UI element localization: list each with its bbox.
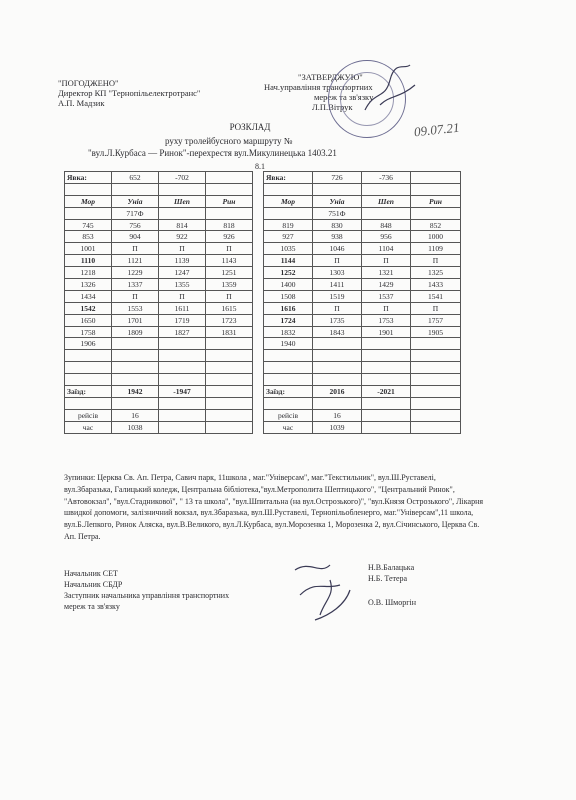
time-cell: 1905 bbox=[411, 326, 461, 338]
time-row bbox=[264, 421, 461, 433]
time-cell: 1757 bbox=[411, 314, 461, 326]
empty-cell bbox=[206, 207, 253, 219]
time-cell bbox=[411, 362, 461, 374]
time-cell: П bbox=[159, 290, 206, 302]
time-cell bbox=[206, 350, 253, 362]
schedule-row bbox=[65, 243, 253, 255]
empty-cell bbox=[411, 409, 461, 421]
column-header: Мор bbox=[264, 195, 313, 207]
time-cell: 1000 bbox=[411, 231, 461, 243]
signer-position-3: Заступник начальника управління транспортних bbox=[64, 591, 230, 600]
empty-cell bbox=[112, 397, 159, 409]
empty-cell bbox=[65, 207, 112, 219]
empty-cell bbox=[264, 207, 313, 219]
zaizd-start: 2016 bbox=[313, 386, 362, 398]
trips-value: 16 bbox=[112, 409, 159, 421]
empty-cell bbox=[159, 397, 206, 409]
empty-cell bbox=[206, 386, 253, 398]
spacer-row bbox=[65, 183, 253, 195]
subheader-row bbox=[264, 207, 461, 219]
time-cell: П bbox=[206, 243, 253, 255]
time-cell: 1753 bbox=[362, 314, 411, 326]
time-cell bbox=[264, 362, 313, 374]
yavka-row bbox=[264, 172, 461, 184]
time-cell: 1519 bbox=[313, 290, 362, 302]
time-cell: П bbox=[411, 255, 461, 267]
time-cell: 1429 bbox=[362, 279, 411, 291]
time-cell: 1906 bbox=[65, 338, 112, 350]
column-header: Уніа bbox=[313, 195, 362, 207]
empty-cell bbox=[264, 374, 313, 386]
empty-cell bbox=[159, 409, 206, 421]
time-value: 1039 bbox=[313, 421, 362, 433]
time-cell bbox=[112, 350, 159, 362]
time-cell: 1326 bbox=[65, 279, 112, 291]
schedule-row bbox=[65, 279, 253, 291]
time-cell: 1831 bbox=[206, 326, 253, 338]
empty-cell bbox=[206, 397, 253, 409]
schedule-row bbox=[264, 243, 461, 255]
route-number: 8.1 bbox=[255, 162, 265, 171]
time-cell: 1110 bbox=[65, 255, 112, 267]
signer-name-1: Н.В.Балацька bbox=[368, 563, 415, 572]
column-header: Мор bbox=[65, 195, 112, 207]
time-cell bbox=[411, 338, 461, 350]
schedule-row bbox=[65, 362, 253, 374]
empty-cell bbox=[159, 421, 206, 433]
time-cell: 1553 bbox=[112, 302, 159, 314]
trips-value: 16 bbox=[313, 409, 362, 421]
approved-position-1: Нач.управління транспортних bbox=[264, 82, 373, 92]
time-cell bbox=[313, 338, 362, 350]
empty-cell bbox=[411, 386, 461, 398]
column-header: Рин bbox=[411, 195, 461, 207]
yavka-empty bbox=[411, 172, 461, 184]
signatures-left bbox=[64, 568, 229, 612]
column-header: Рин bbox=[206, 195, 253, 207]
zaizd-row bbox=[65, 386, 253, 398]
time-cell: 1616 bbox=[264, 302, 313, 314]
time-cell: 1143 bbox=[206, 255, 253, 267]
time-cell: 1650 bbox=[65, 314, 112, 326]
schedule-row bbox=[65, 338, 253, 350]
empty-cell bbox=[206, 409, 253, 421]
schedule-row bbox=[65, 350, 253, 362]
signer-position-1: Начальник СЕТ bbox=[64, 569, 118, 578]
time-cell: 1719 bbox=[159, 314, 206, 326]
schedule-row bbox=[264, 350, 461, 362]
time-cell: 1252 bbox=[264, 267, 313, 279]
schedule-row bbox=[65, 302, 253, 314]
time-cell: 1901 bbox=[362, 326, 411, 338]
time-cell: 1104 bbox=[362, 243, 411, 255]
empty-cell bbox=[313, 183, 362, 195]
schedule-row bbox=[264, 255, 461, 267]
time-cell bbox=[159, 362, 206, 374]
time-cell bbox=[112, 362, 159, 374]
time-cell: 1611 bbox=[159, 302, 206, 314]
handwritten-date: 09.07.21 bbox=[413, 119, 461, 140]
schedule-row bbox=[264, 338, 461, 350]
time-cell: 927 bbox=[264, 231, 313, 243]
time-cell: 1832 bbox=[264, 326, 313, 338]
schedule-row bbox=[264, 279, 461, 291]
schedule-row bbox=[65, 219, 253, 231]
schedule-row bbox=[264, 219, 461, 231]
trips-row bbox=[65, 409, 253, 421]
spacer-row bbox=[264, 374, 461, 386]
schedule-row bbox=[65, 290, 253, 302]
zaizd-start: 1942 bbox=[112, 386, 159, 398]
approval-name: А.П. Мадзик bbox=[58, 98, 105, 108]
time-cell: 1434 bbox=[65, 290, 112, 302]
time-cell: 1247 bbox=[159, 267, 206, 279]
schedule-row bbox=[264, 267, 461, 279]
time-cell bbox=[362, 362, 411, 374]
empty-cell bbox=[411, 374, 461, 386]
time-cell: 1411 bbox=[313, 279, 362, 291]
approval-block-left bbox=[58, 78, 200, 108]
trips-label: рейсів bbox=[65, 409, 112, 421]
time-cell: 1321 bbox=[362, 267, 411, 279]
zaizd-end: -1947 bbox=[159, 386, 206, 398]
approved-heading: "ЗАТВЕРДЖУЮ" bbox=[298, 72, 363, 82]
schedule-table-right bbox=[263, 171, 461, 434]
stops-list: Зупинки: Церква Св. Ап. Петра, Савич парк, 11школа , маг."Універсам", маг."Текстильник", вул.Ш.Руставелі, вул.Збаразька, Галицький коледж, Центральна бібліотека,"вул.Метрополита Шептицького", "Центральний Ринок", "Автовокзал", "вул.Стадникової", " 13 та школа", "вул.Шпитальна (на вул.Острозького)", "вул.Князя Острозького", Лікарня швидкої допомоги, залізничний вокзал, вул.Збаразька, вул.Ш.Руставелі, Тернопільобленерго, маг."Універсам",11 школа, вул.Б.Лепкого, Ринок Аляска, вул.В.Великого, вул.Л.Курбаса, вул.Морозенка 1, Морозенка 2, вул.Січинського, Церква Св. Ап. Петра. bbox=[64, 473, 484, 541]
approved-position-2: мереж та зв'язку bbox=[314, 92, 374, 102]
empty-cell bbox=[159, 374, 206, 386]
subheader-row bbox=[65, 207, 253, 219]
approval-signature bbox=[360, 60, 420, 120]
signer-position-4: мереж та зв'язку bbox=[64, 602, 120, 611]
empty-cell bbox=[362, 421, 411, 433]
time-cell bbox=[264, 350, 313, 362]
time-cell bbox=[206, 338, 253, 350]
time-cell: 1303 bbox=[313, 267, 362, 279]
zaizd-end: -2021 bbox=[362, 386, 411, 398]
empty-cell bbox=[159, 207, 206, 219]
empty-cell bbox=[313, 374, 362, 386]
schedule-row bbox=[264, 326, 461, 338]
time-cell: 1542 bbox=[65, 302, 112, 314]
time-cell: 1615 bbox=[206, 302, 253, 314]
empty-cell bbox=[411, 421, 461, 433]
time-cell bbox=[65, 350, 112, 362]
approval-heading: "ПОГОДЖЕНО" bbox=[58, 78, 119, 88]
schedule-row bbox=[264, 231, 461, 243]
time-cell bbox=[206, 362, 253, 374]
time-cell: 1001 bbox=[65, 243, 112, 255]
time-cell: 848 bbox=[362, 219, 411, 231]
time-cell: 1433 bbox=[411, 279, 461, 291]
empty-cell bbox=[206, 374, 253, 386]
time-cell: 1325 bbox=[411, 267, 461, 279]
time-cell: 1355 bbox=[159, 279, 206, 291]
time-label: час bbox=[264, 421, 313, 433]
trips-label: рейсів bbox=[264, 409, 313, 421]
time-cell: 745 bbox=[65, 219, 112, 231]
yavka-end: -702 bbox=[159, 172, 206, 184]
time-cell: 1035 bbox=[264, 243, 313, 255]
time-cell: 956 bbox=[362, 231, 411, 243]
time-cell: П bbox=[206, 290, 253, 302]
time-cell: 1701 bbox=[112, 314, 159, 326]
time-cell: 1809 bbox=[112, 326, 159, 338]
yavka-label: Явка: bbox=[65, 172, 112, 184]
time-cell: 1046 bbox=[313, 243, 362, 255]
column-header-row bbox=[65, 195, 253, 207]
time-cell: 1139 bbox=[159, 255, 206, 267]
time-cell: 814 bbox=[159, 219, 206, 231]
time-cell bbox=[159, 350, 206, 362]
empty-cell bbox=[65, 397, 112, 409]
schedule-table-left bbox=[64, 171, 253, 434]
time-cell: 1359 bbox=[206, 279, 253, 291]
zaizd-label: Заїзд: bbox=[65, 386, 112, 398]
yavka-end: -736 bbox=[362, 172, 411, 184]
time-cell: 756 bbox=[112, 219, 159, 231]
time-cell bbox=[313, 350, 362, 362]
time-cell: 1758 bbox=[65, 326, 112, 338]
schedule-row bbox=[65, 314, 253, 326]
empty-cell bbox=[264, 183, 313, 195]
time-cell: 938 bbox=[313, 231, 362, 243]
signatures-right bbox=[368, 562, 416, 608]
schedule-row bbox=[65, 255, 253, 267]
time-cell: 1843 bbox=[313, 326, 362, 338]
spacer-row bbox=[264, 397, 461, 409]
time-cell: 1508 bbox=[264, 290, 313, 302]
empty-cell bbox=[65, 374, 112, 386]
time-cell: 1144 bbox=[264, 255, 313, 267]
schedule-row bbox=[264, 362, 461, 374]
shift-code: 751Ф bbox=[313, 207, 362, 219]
time-label: час bbox=[65, 421, 112, 433]
schedule-title: РОЗКЛАД bbox=[229, 122, 271, 132]
time-cell bbox=[362, 350, 411, 362]
time-cell: 1541 bbox=[411, 290, 461, 302]
approval-position: Директор КП "Тернопільелектротранс" bbox=[58, 88, 201, 98]
time-cell: 1218 bbox=[65, 267, 112, 279]
time-cell bbox=[411, 350, 461, 362]
time-cell: 1723 bbox=[206, 314, 253, 326]
empty-cell bbox=[362, 397, 411, 409]
time-cell bbox=[65, 362, 112, 374]
time-cell: 1251 bbox=[206, 267, 253, 279]
time-cell: 1735 bbox=[313, 314, 362, 326]
trips-row bbox=[264, 409, 461, 421]
yavka-label: Явка: bbox=[264, 172, 313, 184]
time-cell: 830 bbox=[313, 219, 362, 231]
empty-cell bbox=[65, 183, 112, 195]
time-cell: 1337 bbox=[112, 279, 159, 291]
time-cell: П bbox=[362, 302, 411, 314]
empty-cell bbox=[313, 397, 362, 409]
column-header-row bbox=[264, 195, 461, 207]
time-cell: П bbox=[313, 302, 362, 314]
empty-cell bbox=[411, 397, 461, 409]
time-row bbox=[65, 421, 253, 433]
spacer-row bbox=[264, 183, 461, 195]
empty-cell bbox=[112, 374, 159, 386]
yavka-empty bbox=[206, 172, 253, 184]
time-cell bbox=[362, 338, 411, 350]
time-cell: 852 bbox=[411, 219, 461, 231]
time-cell bbox=[112, 338, 159, 350]
time-cell: 1724 bbox=[264, 314, 313, 326]
route-name: "вул.Л.Курбаса — Ринок"-перехрестя вул.Микулинецька 1403.21 bbox=[88, 148, 337, 158]
yavka-start: 726 bbox=[313, 172, 362, 184]
time-cell: П bbox=[411, 302, 461, 314]
spacer-row bbox=[65, 397, 253, 409]
time-cell: 1121 bbox=[112, 255, 159, 267]
time-value: 1038 bbox=[112, 421, 159, 433]
spacer-row bbox=[65, 374, 253, 386]
empty-cell bbox=[411, 207, 461, 219]
yavka-row bbox=[65, 172, 253, 184]
empty-cell bbox=[206, 183, 253, 195]
empty-cell bbox=[362, 374, 411, 386]
column-header: Уніа bbox=[112, 195, 159, 207]
time-cell: 1940 bbox=[264, 338, 313, 350]
empty-cell bbox=[362, 409, 411, 421]
empty-cell bbox=[206, 421, 253, 433]
time-cell: 904 bbox=[112, 231, 159, 243]
zaizd-row bbox=[264, 386, 461, 398]
signer-name-3: О.В. Шморгін bbox=[368, 598, 417, 607]
empty-cell bbox=[362, 183, 411, 195]
time-cell: 1537 bbox=[362, 290, 411, 302]
time-cell bbox=[159, 338, 206, 350]
shift-code: 717Ф bbox=[112, 207, 159, 219]
time-cell: 853 bbox=[65, 231, 112, 243]
time-cell: П bbox=[159, 243, 206, 255]
yavka-start: 652 bbox=[112, 172, 159, 184]
time-cell: 1229 bbox=[112, 267, 159, 279]
time-cell bbox=[313, 362, 362, 374]
column-header: Шеп bbox=[362, 195, 411, 207]
empty-cell bbox=[159, 183, 206, 195]
time-cell: 818 bbox=[206, 219, 253, 231]
time-cell: 922 bbox=[159, 231, 206, 243]
time-cell: 1400 bbox=[264, 279, 313, 291]
time-cell: 1827 bbox=[159, 326, 206, 338]
column-header: Шеп bbox=[159, 195, 206, 207]
time-cell: П bbox=[313, 255, 362, 267]
zaizd-label: Заїзд: bbox=[264, 386, 313, 398]
empty-cell bbox=[362, 207, 411, 219]
empty-cell bbox=[264, 397, 313, 409]
schedule-row bbox=[264, 290, 461, 302]
empty-cell bbox=[112, 183, 159, 195]
approved-name: Л.П.Вітрук bbox=[312, 102, 353, 112]
schedule-row bbox=[65, 267, 253, 279]
schedule-subtitle: руху тролейбусного маршруту № bbox=[165, 136, 293, 146]
handwritten-signature bbox=[290, 555, 360, 625]
time-cell: П bbox=[112, 290, 159, 302]
time-cell: П bbox=[362, 255, 411, 267]
schedule-row bbox=[264, 302, 461, 314]
schedule-row bbox=[264, 314, 461, 326]
empty-cell bbox=[411, 183, 461, 195]
schedule-row bbox=[65, 231, 253, 243]
signer-position-2: Начальник СБДР bbox=[64, 580, 123, 589]
time-cell: 819 bbox=[264, 219, 313, 231]
time-cell: П bbox=[112, 243, 159, 255]
time-cell: 1109 bbox=[411, 243, 461, 255]
signer-name-2: Н.Б. Тетера bbox=[368, 574, 408, 583]
schedule-row bbox=[65, 326, 253, 338]
time-cell: 926 bbox=[206, 231, 253, 243]
